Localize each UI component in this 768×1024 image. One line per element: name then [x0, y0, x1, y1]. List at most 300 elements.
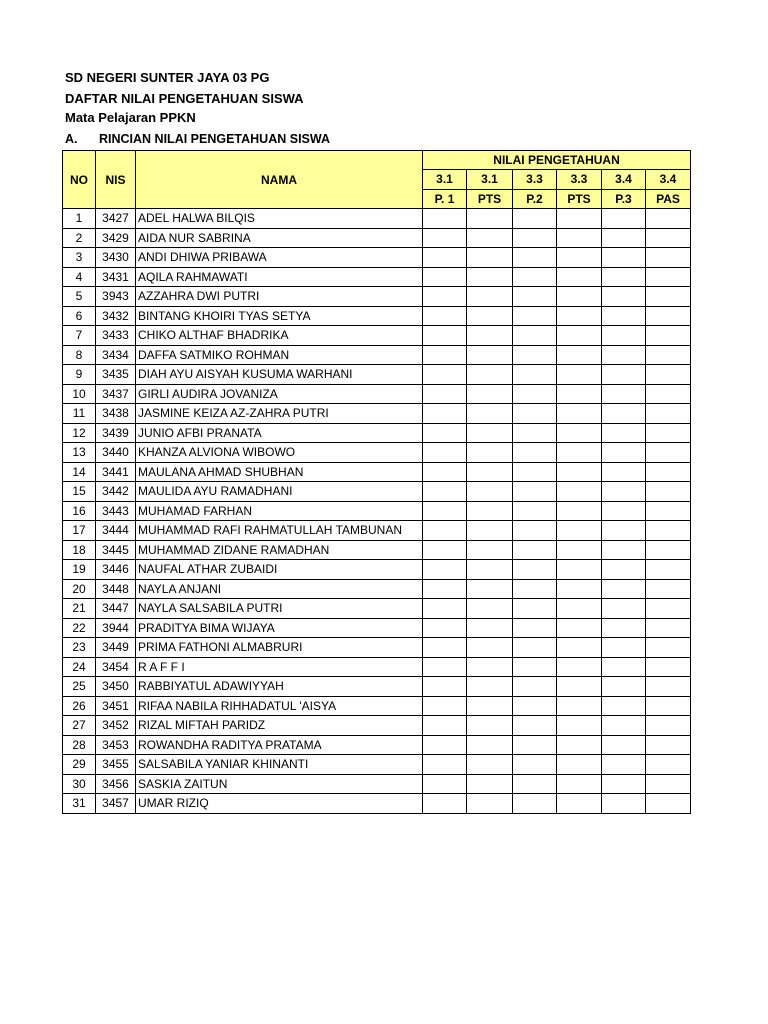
score-cell[interactable]	[513, 794, 557, 814]
table-row	[63, 345, 691, 365]
table-row	[63, 248, 691, 268]
score-cell[interactable]	[646, 735, 691, 755]
row-number: 14	[63, 462, 96, 482]
student-nis: 3437	[96, 384, 136, 404]
student-name: RIFAA NABILA RIHHADATUL 'AISYA	[136, 696, 423, 716]
student-nis: 3434	[96, 345, 136, 365]
score-cell[interactable]	[646, 267, 691, 287]
student-name: PRIMA FATHONI ALMABRURI	[136, 638, 423, 658]
score-cell[interactable]	[602, 521, 646, 541]
score-cell[interactable]	[513, 209, 557, 229]
score-cell[interactable]	[467, 521, 513, 541]
row-number: 28	[63, 735, 96, 755]
student-name: AZZAHRA DWI PUTRI	[136, 287, 423, 307]
score-cell[interactable]	[557, 794, 602, 814]
score-cell[interactable]	[602, 423, 646, 443]
score-cell[interactable]	[646, 579, 691, 599]
student-name: ANDI DHIWA PRIBAWA	[136, 248, 423, 268]
school-name: SD NEGERI SUNTER JAYA 03 PG	[65, 70, 270, 85]
score-cell[interactable]	[646, 228, 691, 248]
score-cell[interactable]	[423, 423, 467, 443]
student-nis: 3435	[96, 365, 136, 385]
kd-header: 3.1	[423, 170, 467, 190]
score-cell[interactable]	[467, 345, 513, 365]
table-row	[63, 560, 691, 580]
row-number: 15	[63, 482, 96, 502]
score-cell[interactable]	[467, 248, 513, 268]
score-cell[interactable]	[467, 306, 513, 326]
score-cell[interactable]	[646, 716, 691, 736]
score-cell[interactable]	[467, 404, 513, 424]
table-row	[63, 462, 691, 482]
score-cell[interactable]	[646, 696, 691, 716]
score-cell[interactable]	[602, 384, 646, 404]
assessment-header: P. 1	[423, 189, 467, 209]
score-cell[interactable]	[602, 638, 646, 658]
score-cell[interactable]	[602, 462, 646, 482]
score-cell[interactable]	[423, 716, 467, 736]
score-cell[interactable]	[646, 462, 691, 482]
score-cell[interactable]	[467, 657, 513, 677]
score-cell[interactable]	[423, 443, 467, 463]
score-cell[interactable]	[467, 443, 513, 463]
score-cell[interactable]	[557, 482, 602, 502]
student-name: ADEL HALWA BILQIS	[136, 209, 423, 229]
assessment-header: P.2	[513, 189, 557, 209]
student-name: ROWANDHA RADITYA PRATAMA	[136, 735, 423, 755]
kd-header: 3.4	[602, 170, 646, 190]
score-cell[interactable]	[602, 735, 646, 755]
score-cell[interactable]	[513, 677, 557, 697]
score-cell[interactable]	[557, 755, 602, 775]
score-cell[interactable]	[467, 384, 513, 404]
score-cell[interactable]	[602, 209, 646, 229]
score-cell[interactable]	[423, 618, 467, 638]
score-cell[interactable]	[557, 462, 602, 482]
score-cell[interactable]	[557, 599, 602, 619]
score-cell[interactable]	[467, 560, 513, 580]
score-cell[interactable]	[646, 365, 691, 385]
student-nis: 3454	[96, 657, 136, 677]
student-name: AQILA RAHMAWATI	[136, 267, 423, 287]
score-cell[interactable]	[423, 462, 467, 482]
score-cell[interactable]	[513, 228, 557, 248]
student-name: MUHAMMAD RAFI RAHMATULLAH TAMBUNAN	[136, 521, 423, 541]
row-number: 13	[63, 443, 96, 463]
score-cell[interactable]	[467, 228, 513, 248]
score-cell[interactable]	[602, 774, 646, 794]
score-cell[interactable]	[513, 287, 557, 307]
score-cell[interactable]	[557, 365, 602, 385]
score-cell[interactable]	[646, 287, 691, 307]
score-cell[interactable]	[423, 560, 467, 580]
score-cell[interactable]	[467, 618, 513, 638]
score-cell[interactable]	[423, 287, 467, 307]
score-cell[interactable]	[646, 560, 691, 580]
document-title: DAFTAR NILAI PENGETAHUAN SISWA	[65, 91, 304, 106]
row-number: 6	[63, 306, 96, 326]
row-number: 8	[63, 345, 96, 365]
score-cell[interactable]	[557, 677, 602, 697]
col-header-nis: NIS	[96, 151, 136, 209]
score-cell[interactable]	[513, 345, 557, 365]
table-row	[63, 482, 691, 502]
score-cell[interactable]	[557, 716, 602, 736]
score-cell[interactable]	[646, 677, 691, 697]
score-cell[interactable]	[423, 521, 467, 541]
score-cell[interactable]	[513, 716, 557, 736]
score-cell[interactable]	[513, 735, 557, 755]
score-cell[interactable]	[646, 638, 691, 658]
student-name: MAULIDA AYU RAMADHANI	[136, 482, 423, 502]
score-cell[interactable]	[467, 209, 513, 229]
row-number: 16	[63, 501, 96, 521]
assessment-header: PTS	[557, 189, 602, 209]
score-cell[interactable]	[467, 267, 513, 287]
table-row	[63, 677, 691, 697]
score-cell[interactable]	[646, 306, 691, 326]
score-cell[interactable]	[513, 696, 557, 716]
score-cell[interactable]	[646, 384, 691, 404]
score-cell[interactable]	[557, 657, 602, 677]
student-nis: 3427	[96, 209, 136, 229]
score-cell[interactable]	[557, 404, 602, 424]
student-nis: 3438	[96, 404, 136, 424]
score-cell[interactable]	[423, 677, 467, 697]
score-cell[interactable]	[602, 677, 646, 697]
score-cell[interactable]	[557, 228, 602, 248]
student-name: SASKIA ZAITUN	[136, 774, 423, 794]
score-cell[interactable]	[646, 482, 691, 502]
score-cell[interactable]	[602, 443, 646, 463]
score-cell[interactable]	[646, 345, 691, 365]
score-cell[interactable]	[513, 482, 557, 502]
score-cell[interactable]	[513, 501, 557, 521]
row-number: 10	[63, 384, 96, 404]
score-cell[interactable]	[557, 248, 602, 268]
score-cell[interactable]	[513, 599, 557, 619]
student-nis: 3450	[96, 677, 136, 697]
score-cell[interactable]	[557, 501, 602, 521]
score-cell[interactable]	[513, 248, 557, 268]
table-row	[63, 267, 691, 287]
score-cell[interactable]	[557, 540, 602, 560]
score-cell[interactable]	[423, 326, 467, 346]
score-cell[interactable]	[646, 404, 691, 424]
student-name: SALSABILA YANIAR KHINANTI	[136, 755, 423, 775]
student-nis: 3943	[96, 287, 136, 307]
student-nis: 3429	[96, 228, 136, 248]
student-name: NAYLA SALSABILA PUTRI	[136, 599, 423, 619]
score-cell[interactable]	[513, 365, 557, 385]
score-cell[interactable]	[423, 501, 467, 521]
row-number: 9	[63, 365, 96, 385]
score-cell[interactable]	[423, 365, 467, 385]
score-cell[interactable]	[513, 423, 557, 443]
student-name: JASMINE KEIZA AZ-ZAHRA PUTRI	[136, 404, 423, 424]
score-cell[interactable]	[467, 696, 513, 716]
score-cell[interactable]	[557, 345, 602, 365]
score-cell[interactable]	[467, 774, 513, 794]
score-cell[interactable]	[646, 540, 691, 560]
student-name: KHANZA ALVIONA WIBOWO	[136, 443, 423, 463]
student-nis: 3456	[96, 774, 136, 794]
subject-line: Mata Pelajaran PPKN	[65, 110, 196, 125]
score-cell[interactable]	[423, 267, 467, 287]
row-number: 23	[63, 638, 96, 658]
score-cell[interactable]	[602, 657, 646, 677]
row-number: 19	[63, 560, 96, 580]
table-row	[63, 423, 691, 443]
row-number: 31	[63, 794, 96, 814]
student-nis: 3441	[96, 462, 136, 482]
score-cell[interactable]	[513, 462, 557, 482]
score-cell[interactable]	[557, 423, 602, 443]
table-row	[63, 599, 691, 619]
score-cell[interactable]	[513, 579, 557, 599]
score-cell[interactable]	[557, 618, 602, 638]
table-row	[63, 579, 691, 599]
student-name: CHIKO ALTHAF BHADRIKA	[136, 326, 423, 346]
score-cell[interactable]	[423, 482, 467, 502]
score-cell[interactable]	[513, 443, 557, 463]
student-name: JUNIO AFBI PRANATA	[136, 423, 423, 443]
score-cell[interactable]	[602, 579, 646, 599]
student-name: NAUFAL ATHAR ZUBAIDI	[136, 560, 423, 580]
score-cell[interactable]	[646, 521, 691, 541]
score-cell[interactable]	[557, 521, 602, 541]
student-nis: 3446	[96, 560, 136, 580]
score-cell[interactable]	[423, 755, 467, 775]
score-cell[interactable]	[423, 345, 467, 365]
row-number: 11	[63, 404, 96, 424]
score-cell[interactable]	[467, 716, 513, 736]
score-cell[interactable]	[646, 657, 691, 677]
score-cell[interactable]	[513, 521, 557, 541]
student-nis: 3430	[96, 248, 136, 268]
score-cell[interactable]	[423, 794, 467, 814]
col-header-no: NO	[63, 151, 96, 209]
score-cell[interactable]	[513, 638, 557, 658]
score-cell[interactable]	[646, 423, 691, 443]
score-cell[interactable]	[467, 638, 513, 658]
score-cell[interactable]	[423, 638, 467, 658]
score-cell[interactable]	[467, 677, 513, 697]
student-nis: 3445	[96, 540, 136, 560]
score-cell[interactable]	[557, 638, 602, 658]
score-cell[interactable]	[602, 345, 646, 365]
row-number: 20	[63, 579, 96, 599]
score-cell[interactable]	[602, 287, 646, 307]
score-cell[interactable]	[513, 774, 557, 794]
student-nis: 3455	[96, 755, 136, 775]
score-cell[interactable]	[602, 404, 646, 424]
score-cell[interactable]	[602, 755, 646, 775]
score-cell[interactable]	[602, 696, 646, 716]
score-cell[interactable]	[602, 306, 646, 326]
student-nis: 3443	[96, 501, 136, 521]
score-cell[interactable]	[467, 599, 513, 619]
row-number: 30	[63, 774, 96, 794]
grades-table	[62, 150, 691, 814]
score-cell[interactable]	[602, 228, 646, 248]
score-cell[interactable]	[602, 560, 646, 580]
score-cell[interactable]	[557, 384, 602, 404]
row-number: 5	[63, 287, 96, 307]
score-cell[interactable]	[602, 267, 646, 287]
student-name: UMAR RIZIQ	[136, 794, 423, 814]
score-cell[interactable]	[467, 423, 513, 443]
student-name: MUHAMAD FARHAN	[136, 501, 423, 521]
score-cell[interactable]	[467, 501, 513, 521]
table-row	[63, 384, 691, 404]
score-cell[interactable]	[602, 482, 646, 502]
student-nis: 3432	[96, 306, 136, 326]
kd-header: 3.3	[557, 170, 602, 190]
score-cell[interactable]	[557, 209, 602, 229]
score-cell[interactable]	[423, 579, 467, 599]
score-cell[interactable]	[423, 404, 467, 424]
score-cell[interactable]	[646, 443, 691, 463]
score-cell[interactable]	[467, 287, 513, 307]
score-cell[interactable]	[513, 384, 557, 404]
score-cell[interactable]	[557, 560, 602, 580]
table-row	[63, 716, 691, 736]
score-cell[interactable]	[423, 657, 467, 677]
student-nis: 3449	[96, 638, 136, 658]
student-name: R A F F I	[136, 657, 423, 677]
student-nis: 3448	[96, 579, 136, 599]
table-row	[63, 404, 691, 424]
score-cell[interactable]	[467, 482, 513, 502]
col-header-nama: NAMA	[136, 151, 423, 209]
score-cell[interactable]	[602, 540, 646, 560]
student-name: DAFFA SATMIKO ROHMAN	[136, 345, 423, 365]
score-cell[interactable]	[557, 287, 602, 307]
table-row	[63, 326, 691, 346]
score-cell[interactable]	[467, 365, 513, 385]
score-cell[interactable]	[513, 618, 557, 638]
row-number: 4	[63, 267, 96, 287]
score-cell[interactable]	[513, 267, 557, 287]
student-name: RABBIYATUL ADAWIYYAH	[136, 677, 423, 697]
score-cell[interactable]	[557, 735, 602, 755]
score-cell[interactable]	[467, 579, 513, 599]
score-cell[interactable]	[646, 248, 691, 268]
score-cell[interactable]	[423, 306, 467, 326]
table-row	[63, 501, 691, 521]
score-cell[interactable]	[513, 560, 557, 580]
score-cell[interactable]	[646, 618, 691, 638]
score-cell[interactable]	[513, 306, 557, 326]
row-number: 24	[63, 657, 96, 677]
kd-header: 3.1	[467, 170, 513, 190]
score-cell[interactable]	[646, 501, 691, 521]
score-cell[interactable]	[557, 579, 602, 599]
score-cell[interactable]	[423, 599, 467, 619]
row-number: 7	[63, 326, 96, 346]
score-cell[interactable]	[557, 774, 602, 794]
student-name: DIAH AYU AISYAH KUSUMA WARHANI	[136, 365, 423, 385]
score-cell[interactable]	[467, 540, 513, 560]
row-number: 12	[63, 423, 96, 443]
row-number: 3	[63, 248, 96, 268]
score-cell[interactable]	[423, 735, 467, 755]
score-cell[interactable]	[646, 755, 691, 775]
score-cell[interactable]	[602, 599, 646, 619]
score-cell[interactable]	[602, 618, 646, 638]
score-cell[interactable]	[646, 774, 691, 794]
student-nis: 3439	[96, 423, 136, 443]
score-cell[interactable]	[467, 794, 513, 814]
score-cell[interactable]	[602, 716, 646, 736]
score-cell[interactable]	[423, 774, 467, 794]
score-cell[interactable]	[602, 794, 646, 814]
table-header	[63, 151, 691, 209]
score-cell[interactable]	[602, 365, 646, 385]
section-heading	[65, 131, 330, 147]
score-cell[interactable]	[602, 248, 646, 268]
score-cell[interactable]	[646, 209, 691, 229]
score-cell[interactable]	[557, 306, 602, 326]
student-nis: 3944	[96, 618, 136, 638]
student-nis: 3444	[96, 521, 136, 541]
kd-header: 3.4	[646, 170, 691, 190]
row-number: 21	[63, 599, 96, 619]
score-cell[interactable]	[513, 326, 557, 346]
score-cell[interactable]	[423, 696, 467, 716]
table-row	[63, 638, 691, 658]
table-row	[63, 306, 691, 326]
table-row	[63, 657, 691, 677]
row-number: 25	[63, 677, 96, 697]
student-name: RIZAL MIFTAH PARIDZ	[136, 716, 423, 736]
score-cell[interactable]	[557, 326, 602, 346]
student-name: NAYLA ANJANI	[136, 579, 423, 599]
score-cell[interactable]	[646, 326, 691, 346]
score-cell[interactable]	[646, 599, 691, 619]
row-number: 29	[63, 755, 96, 775]
score-cell[interactable]	[557, 443, 602, 463]
score-cell[interactable]	[423, 540, 467, 560]
kd-header: 3.3	[513, 170, 557, 190]
score-cell[interactable]	[513, 404, 557, 424]
score-cell[interactable]	[557, 696, 602, 716]
score-cell[interactable]	[557, 267, 602, 287]
score-cell[interactable]	[513, 540, 557, 560]
table-row	[63, 287, 691, 307]
score-cell[interactable]	[513, 657, 557, 677]
row-number: 22	[63, 618, 96, 638]
score-cell[interactable]	[423, 384, 467, 404]
row-number: 18	[63, 540, 96, 560]
table-row	[63, 228, 691, 248]
score-cell[interactable]	[423, 209, 467, 229]
score-cell[interactable]	[513, 755, 557, 775]
table-row	[63, 696, 691, 716]
score-cell[interactable]	[467, 326, 513, 346]
score-cell[interactable]	[602, 326, 646, 346]
score-cell[interactable]	[467, 462, 513, 482]
score-cell[interactable]	[467, 755, 513, 775]
table-row	[63, 735, 691, 755]
score-cell[interactable]	[602, 501, 646, 521]
score-cell[interactable]	[646, 794, 691, 814]
score-cell[interactable]	[423, 228, 467, 248]
score-cell[interactable]	[423, 248, 467, 268]
score-cell[interactable]	[467, 735, 513, 755]
student-nis: 3440	[96, 443, 136, 463]
